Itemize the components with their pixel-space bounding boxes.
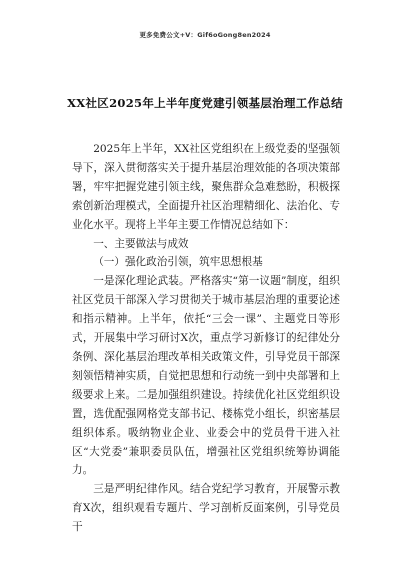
- body-paragraph: 三是严明纪律作风。结合党纪学习教育，开展警示教育X次，组织观看专题片、学习剖析反面案例，引导党员干: [72, 483, 340, 534]
- subsection-heading: （一）强化政治引领，筑牢思想根基: [93, 256, 263, 269]
- section-heading: 一、主要做法与成效: [93, 237, 189, 250]
- header-note: 更多免费公文+V：Gif6oGong8en2024: [139, 31, 271, 39]
- document-title: XX社区2025年上半年度党建引领基层治理工作总结: [67, 96, 343, 110]
- body-paragraph: 一是深化理论武装。严格落实“第一议题”制度，组织社区党员干部深入学习贯彻关于城市基层治理的重要论述和指示精神。上半年，依托“三会一课”、主题党日等形式，开展集中学习研讨X次，重点学习新修订的纪律处分条例、深化基层治理改革相关政策文件，引导党员干部深刻领悟精神实质，自觉把思想和行动统一到中央部署和上级要求上来。二是加强组织建设。持续优化社区党组织设置，选优配强网格党支部书记、楼栋党小组长，织密基层组织体系。吸纳物业企业、业委会中的党员骨干进入社区“大党委”兼职委员队伍，增强社区党组织统筹协调能力。: [72, 275, 340, 477]
- document-body: [72, 140, 340, 537]
- intro-paragraph: 2025年上半年，XX社区党组织在上级党委的坚强领导下，深入贯彻落实关于提升基层治理效能的各项决策部署，牢牢把握党建引领主线，聚焦群众急难愁盼，积极探索创新治理模式，全面提升社区治理精细化、法治化、专业化水平。现将上半年主要工作情况总结如下：: [72, 143, 340, 231]
